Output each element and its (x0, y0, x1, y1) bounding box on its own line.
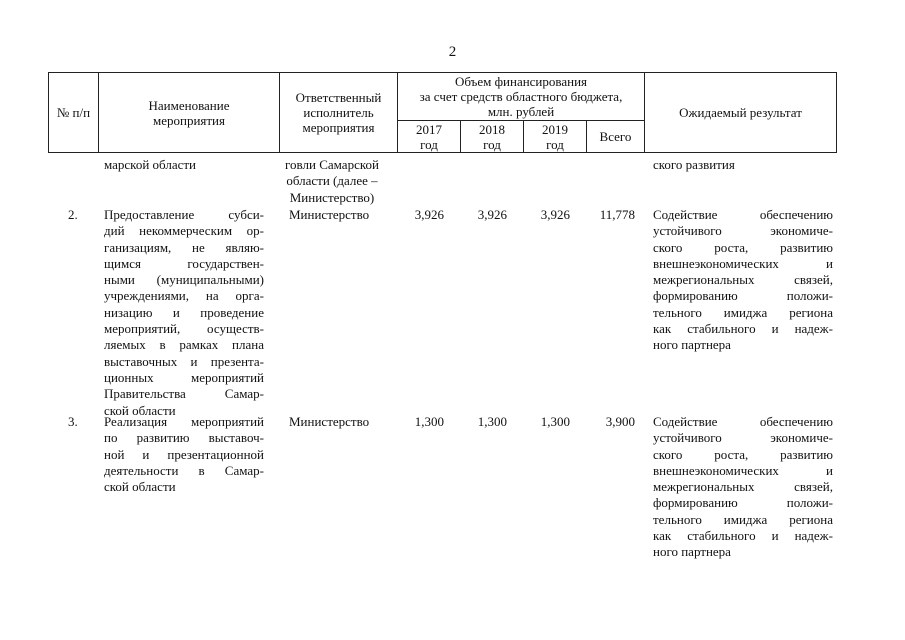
row-value-2017: 3,926 (414, 207, 444, 222)
continuation-responsible: говли Самарской области (далее – Министерство) (285, 157, 379, 205)
header-col-responsible: Ответственный исполнитель мероприятия (280, 73, 398, 153)
row-result: Содействие обеспечению устойчивого экономиче- ского роста, развитию внешнеэкономических и межрегиональных связей, формированию положи- тельного имиджа региона как стабильного и надеж- ного партнера (653, 414, 833, 560)
row-responsible: Министерство (289, 414, 370, 429)
header-col-result: Ожидаемый результат (645, 73, 837, 153)
row-number: 3. (68, 414, 78, 429)
table-header (48, 72, 837, 153)
row-value-2018: 3,926 (477, 207, 507, 222)
row-value-2017: 1,300 (414, 414, 444, 429)
row-responsible: Министерство (289, 207, 370, 222)
row-value-total: 3,900 (605, 414, 635, 429)
row-result: Содействие обеспечению устойчивого экономиче- ского роста, развитию внешнеэкономических и межрегиональных связей, формированию положи- тельного имиджа региона как стабильного и надеж- ного партнера (653, 207, 833, 353)
row-value-2018: 1,300 (477, 414, 507, 429)
header-col-name: Наименование мероприятия (99, 73, 280, 153)
page-number: 2 (448, 44, 457, 60)
row-value-2019: 3,926 (540, 207, 570, 222)
header-col-number: № п/п (49, 73, 99, 153)
header-year-2017: 2017 год (398, 121, 461, 153)
row-name: Реализация мероприятий по развитию выставоч- ной и презентационной деятельности в Самар- ской области (104, 414, 264, 495)
row-number: 2. (68, 207, 78, 222)
header-col-total: Всего (587, 121, 645, 153)
header-year-2019: 2019 год (524, 121, 587, 153)
row-name: Предоставление субси- дий некоммерческим ор- ганизациям, не являю- щимся государствен- ными (муниципальными) учреждениями, на орга- низацию и проведение мероприятий, осуществ- ляемых в рамках плана выставочных и презента- ционных мероприятий Правительства Самар- ской области (104, 207, 264, 418)
header-year-2018: 2018 год (461, 121, 524, 153)
header-col-financing: Объем финансирования за счет средств областного бюджета, млн. рублей (398, 73, 645, 121)
row-value-total: 11,778 (599, 207, 635, 222)
continuation-result: ского развития (653, 157, 735, 172)
row-value-2019: 1,300 (540, 414, 570, 429)
continuation-name: марской области (104, 157, 196, 172)
